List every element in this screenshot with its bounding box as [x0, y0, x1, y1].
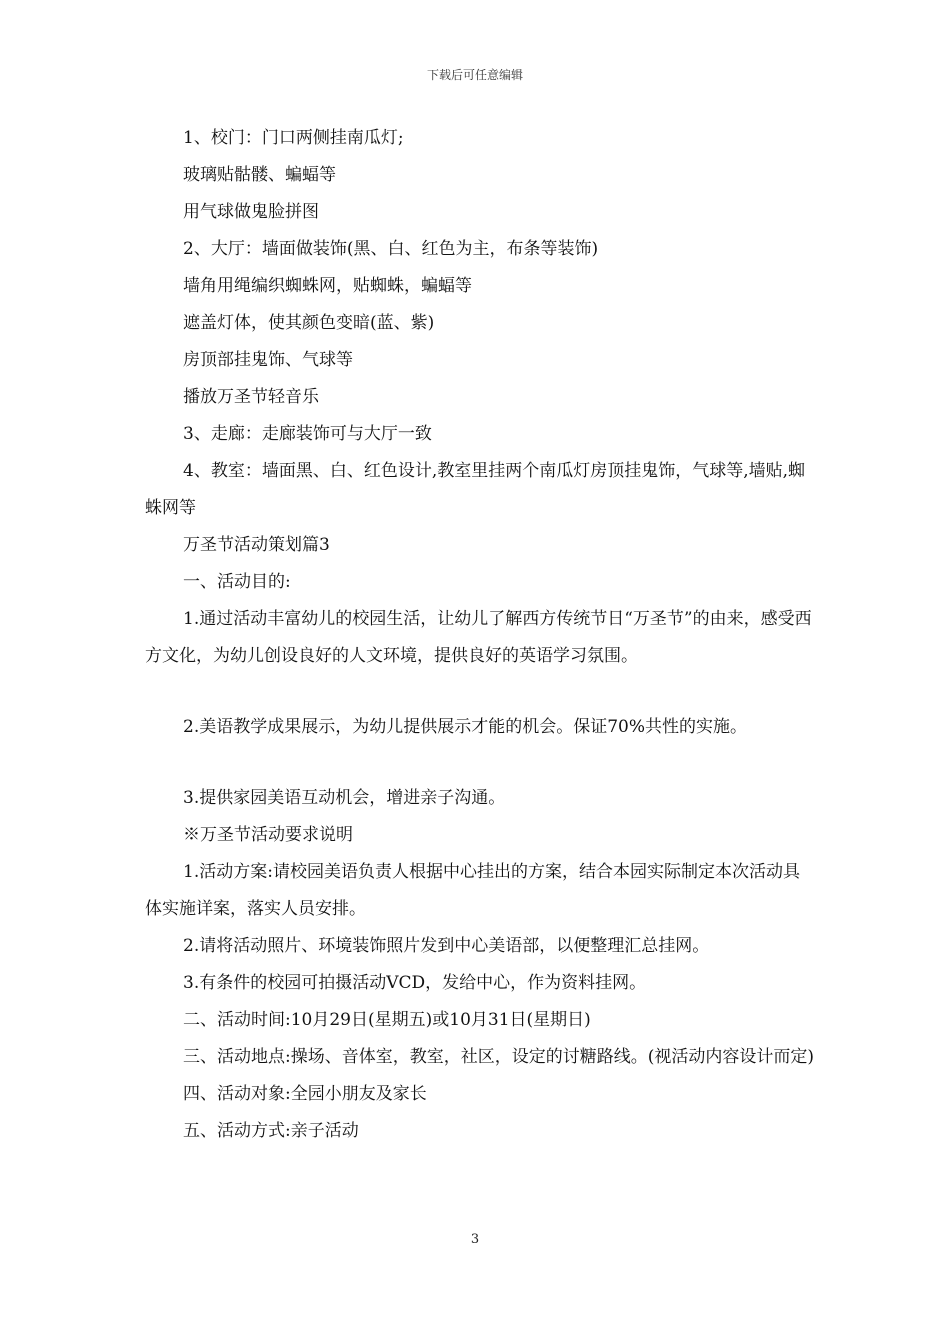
paragraph: 1.活动方案:请校园美语负责人根据中心挂出的方案，结合本园实际制定本次活动具体实施详案，落实人员安排。	[145, 862, 800, 919]
paragraph: 1.通过活动丰富幼儿的校园生活，让幼儿了解西方传统节日“万圣节”的由来，感受西方文化，为幼儿创设良好的人文环境，提供良好的英语学习氛围。	[145, 609, 812, 666]
section-title: 万圣节活动策划篇3	[183, 535, 330, 555]
section-heading: 五、活动方式:亲子活动	[183, 1121, 359, 1141]
page-header: 下载后可任意编辑	[426, 68, 523, 82]
paragraph: 遮盖灯体，使其颜色变暗(蓝、紫)	[183, 313, 435, 333]
paragraph: 2.请将活动照片、环境装饰照片发到中心美语部，以便整理汇总挂网。	[183, 936, 710, 956]
paragraph: 2、大厅：墙面做装饰(黑、白、红色为主，布条等装饰)	[183, 239, 599, 259]
paragraph: 2.美语教学成果展示，为幼儿提供展示才能的机会。保证70%共性的实施。	[183, 717, 748, 737]
document-body	[145, 120, 815, 1150]
section-heading: ※万圣节活动要求说明	[183, 825, 353, 845]
paragraph: 3、走廊：走廊装饰可与大厅一致	[183, 424, 432, 444]
paragraph: 墙角用绳编织蜘蛛网，贴蜘蛛，蝙蝠等	[183, 276, 472, 296]
section-heading: 三、活动地点:操场、音体室，教室，社区，设定的讨糖路线。(视活动内容设计而定)	[183, 1047, 814, 1067]
paragraph: 3.有条件的校园可拍摄活动VCD，发给中心，作为资料挂网。	[183, 973, 647, 993]
page-number: 3	[470, 1232, 480, 1247]
paragraph: 房顶部挂鬼饰、气球等	[183, 350, 353, 370]
paragraph: 1、校门：门口两侧挂南瓜灯;	[183, 128, 404, 148]
paragraph: 播放万圣节轻音乐	[183, 387, 319, 407]
section-heading: 一、活动目的:	[183, 572, 291, 592]
paragraph: 3.提供家园美语互动机会，增进亲子沟通。	[183, 788, 506, 808]
section-heading: 二、活动时间:10月29日(星期五)或10月31日(星期日)	[183, 1010, 591, 1030]
paragraph: 4、教室：墙面黑、白、红色设计,教室里挂两个南瓜灯房顶挂鬼饰，气球等,墙贴,蜘蛛网等	[145, 461, 806, 518]
section-heading: 四、活动对象:全园小朋友及家长	[183, 1084, 427, 1104]
paragraph: 玻璃贴骷髅、蝙蝠等	[183, 165, 336, 185]
paragraph: 用气球做鬼脸拼图	[183, 202, 319, 222]
